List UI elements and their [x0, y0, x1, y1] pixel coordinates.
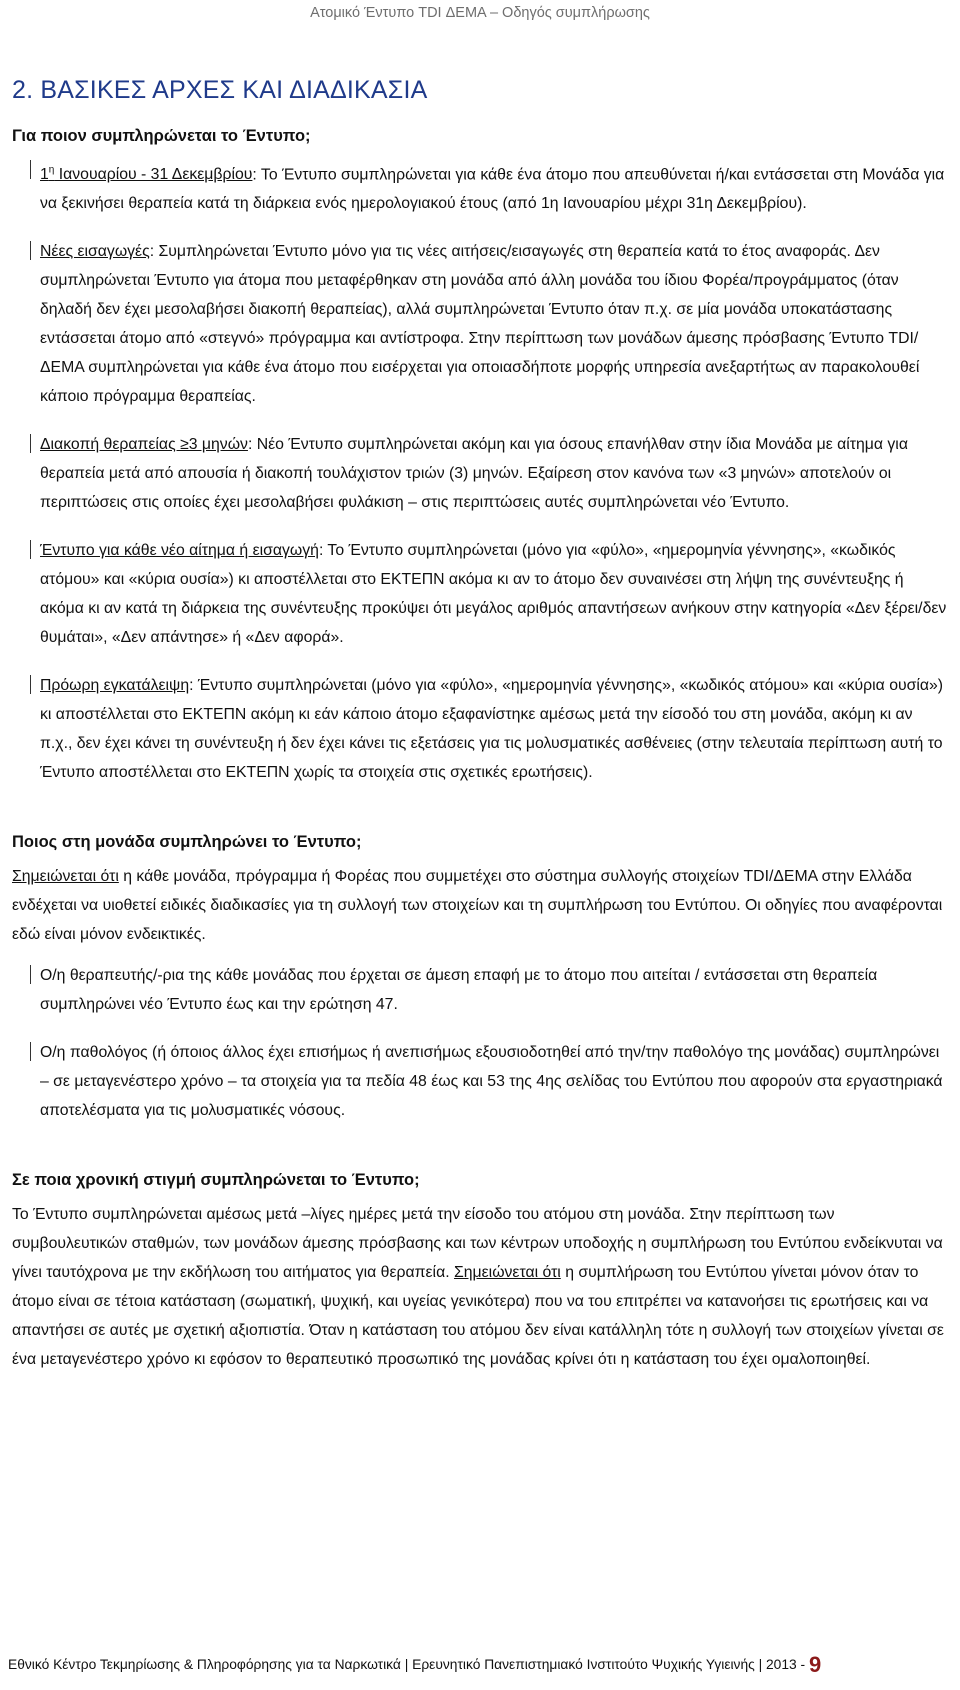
- bullet-treatment-interruption: [12, 430, 948, 517]
- bullet-text: : Το Έντυπο συμπληρώνεται (μόνο για «φύλο», «ημερομηνία γέννησης», «κωδικός ατόμου» και «κύρια ουσία») κι αποστέλλεται στο ΕΚΤΕΠΝ ακόμα κι αν το άτομο δεν συναινέσει στη λήψη της συνέντευξης ή ακόμα κι αν κατά τη διάρκεια της συνέντευξης προκύψει ότι μεγάλος αριθμός απαντήσεων ανήκουν στην κατηγορία «Δεν ξέρει/δεν θυμάται», «Δεν απάντησε» ή «Δεν αφορά».: [40, 542, 947, 647]
- bullet-new-request: [12, 536, 948, 652]
- who-fills-intro: Σημειώνεται ότι η κάθε μονάδα, πρόγραμμα ή Φορέας που συμμετέχει στο σύστημα συλλογής στοιχείων TDI/ΔΕΜΑ στην Ελλάδα ενδέχεται να υιοθετεί ειδικές διαδικασίες για τη συλλογή των στοιχείων και τη συμπλήρωση του Εντύπου. Οι οδηγίες που αναφέρονται εδώ είναι μόνον ενδεικτικές.: [12, 868, 943, 944]
- section-title: 2. ΒΑΣΙΚΕΣ ΑΡΧΕΣ ΚΑΙ ΔΙΑΔΙΚΑΣΙΑ: [12, 76, 428, 104]
- bullet-lead: Έντυπο για κάθε νέο αίτημα ή εισαγωγή: [40, 542, 319, 560]
- heading-for-whom: Για ποιον συμπληρώνεται το Έντυπο;: [12, 127, 311, 145]
- bullet-lead: Νέες εισαγωγές: [40, 243, 150, 261]
- bullet-year-range: [12, 156, 948, 218]
- page-content: [12, 76, 948, 1374]
- bullet-lead: $1^\eta$ Ιανουαρίου - 31 Δεκεμβρίου: [40, 165, 253, 184]
- bullet-early-dropout: [12, 671, 948, 787]
- page-header: Ατομικό Έντυπο TDI ΔΕΜΑ – Οδηγός συμπλήρωσης: [310, 5, 650, 21]
- when-text: Το Έντυπο συμπληρώνεται αμέσως μετά –λίγες ημέρες μετά την είσοδο του ατόμου στη μονάδα. Στην περίπτωση των συμβουλευτικών σταθμών, των μονάδων άμεσης πρόσβασης και των κέντρων υποδοχής η συμπλήρωση του Εντύπου ενδείκνυται να γίνει ταυτόχρονα με την εκδήλωση του αιτήματος για θεραπεία. Σημειώνεται ότι η συμπλήρωση του Εντύπου γίνεται μόνον όταν το άτομο είναι σε τέτοια κατάσταση (σωματική, ψυχική, και υγείας γενικότερα) που να του επιτρέπει να κατανοήσει τις ερωτήσεις και να απαντήσει σε αυτές με σχετική αξιοπιστία. Όταν η κατάσταση του ατόμου δεν είναι κατάλληλη τότε η συλλογή των στοιχείων γίνεται σε ένα μεταγενέστερο χρόνο κι εφόσον το θεραπευτικό προσωπικό της μονάδας κρίνει ότι η κατάσταση του έχει ομαλοποιηθεί.: [12, 1206, 944, 1369]
- page-number: 9: [808, 1652, 822, 1677]
- section-who-fills: [12, 833, 948, 1125]
- bullet-text: : Συμπληρώνεται Έντυπο μόνο για τις νέες αιτήσεις/εισαγωγές στη θεραπεία κατά το έτος αναφοράς. Δεν συμπληρώνεται Έντυπο για άτομα που μεταφέρθηκαν στη μονάδα από άλλη μονάδα του ίδιου Φορέα/προγράμματος (όταν δηλαδή δεν έχει μεσολαβήσει διακοπή θεραπείας), αλλά συμπληρώνεται Έντυπο όταν π.χ. σε μία μονάδα υποκατάστασης εντάσσεται άτομο από «στεγνό» πρόγραμμα και αντίστροφα. Στην περίπτωση των μονάδων άμεσης πρόσβασης Έντυπο TDI/ΔΕΜΑ συμπληρώνεται για κάθε ένα άτομο που εισέρχεται για οποιασδήποτε μορφής υπηρεσία ανεξαρτήτως αν παρακολουθεί κάποιο πρόγραμμα θεραπείας.: [40, 243, 920, 406]
- bullet-text: : Έντυπο συμπληρώνεται (μόνο για «φύλο», «ημερομηνία γέννησης», «κωδικός ατόμου» και «κύρια ουσία») κι αποστέλλεται στο ΕΚΤΕΠΝ ακόμη κι εάν κάποιο άτομο εξαφανίστηκε αμέσως μετά την είσοδό του στη μονάδα, ακόμη κι αν π.χ., δεν έχει κάνει τη συνέντευξη ή δεν έχει κάνει τις εξετάσεις για τις μολυσματικές ασθένειες (στην τελευταία περίπτωση αυτή το Έντυπο αποστέλλεται στο ΕΚΤΕΠΝ χωρίς τα στοιχεία στις σχετικές ερωτήσεις).: [40, 677, 944, 782]
- bullet-text: : Νέο Έντυπο συμπληρώνεται ακόμη και για όσους επανήλθαν στην ίδια Μονάδα με αίτημα για θεραπεία μετά από απουσία ή διακοπή τουλάχιστον τριών (3) μηνών. Εξαίρεση στον κανόνα των «3 μηνών» αποτελούν οι περιπτώσεις στις οποίες έχει μεσολαβήσει φυλάκιση – στις περιπτώσεις αυτές συμπληρώνεται νέο Έντυπο.: [40, 436, 908, 512]
- heading-when: Σε ποια χρονική στιγμή συμπληρώνεται το Έντυπο;: [12, 1171, 420, 1190]
- bullet-lead: Πρόωρη εγκατάλειψη: [40, 677, 190, 695]
- heading-who-fills: Ποιος στη μονάδα συμπληρώνει το Έντυπο;: [12, 833, 362, 852]
- bullet-therapist: Ο/η θεραπευτής/-ρια της κάθε μονάδας που έρχεται σε άμεση επαφή με το άτομο που αιτείται / εντάσσεται στη θεραπεία συμπληρώνει νέο Έντυπο έως και την ερώτηση 47.: [12, 961, 948, 1019]
- bullet-new-admissions: [12, 237, 948, 411]
- section-for-whom: [12, 127, 948, 787]
- bullet-text: : Το Έντυπο συμπληρώνεται για κάθε ένα άτομο που απευθύνεται ή/και εντάσσεται στη Μονάδα για να ξεκινήσει θεραπεία κατά τη διάρκεια ενός ημερολογιακού έτους (από 1η Ιανουαρίου μέχρι 31η Δεκεμβρίου).: [40, 166, 945, 213]
- section-when: [12, 1171, 948, 1374]
- bullet-lead: Διακοπή θεραπείας ≥3 μηνών: [40, 436, 248, 454]
- footer-text: Εθνικό Κέντρο Τεκμηρίωσης & Πληροφόρησης για τα Ναρκωτικά | Ερευνητικό Πανεπιστημιακό Ινστιτούτο Ψυχικής Υγιεινής | 2013 -: [8, 1657, 809, 1672]
- bullet-pathologist: Ο/η παθολόγος (ή όποιος άλλος έχει επισήμως ή ανεπισήμως εξουσιοδοτηθεί από την/την παθολόγο της μονάδας) συμπληρώνει – σε μεταγενέστερο χρόνο – τα στοιχεία για τα πεδία 48 έως και 53 της 4ης σελίδας του Εντύπου που αφορούν στα εργαστηριακά αποτελέσματα για τις μολυσματικές νόσους.: [12, 1038, 948, 1125]
- page-footer: [8, 1652, 952, 1678]
